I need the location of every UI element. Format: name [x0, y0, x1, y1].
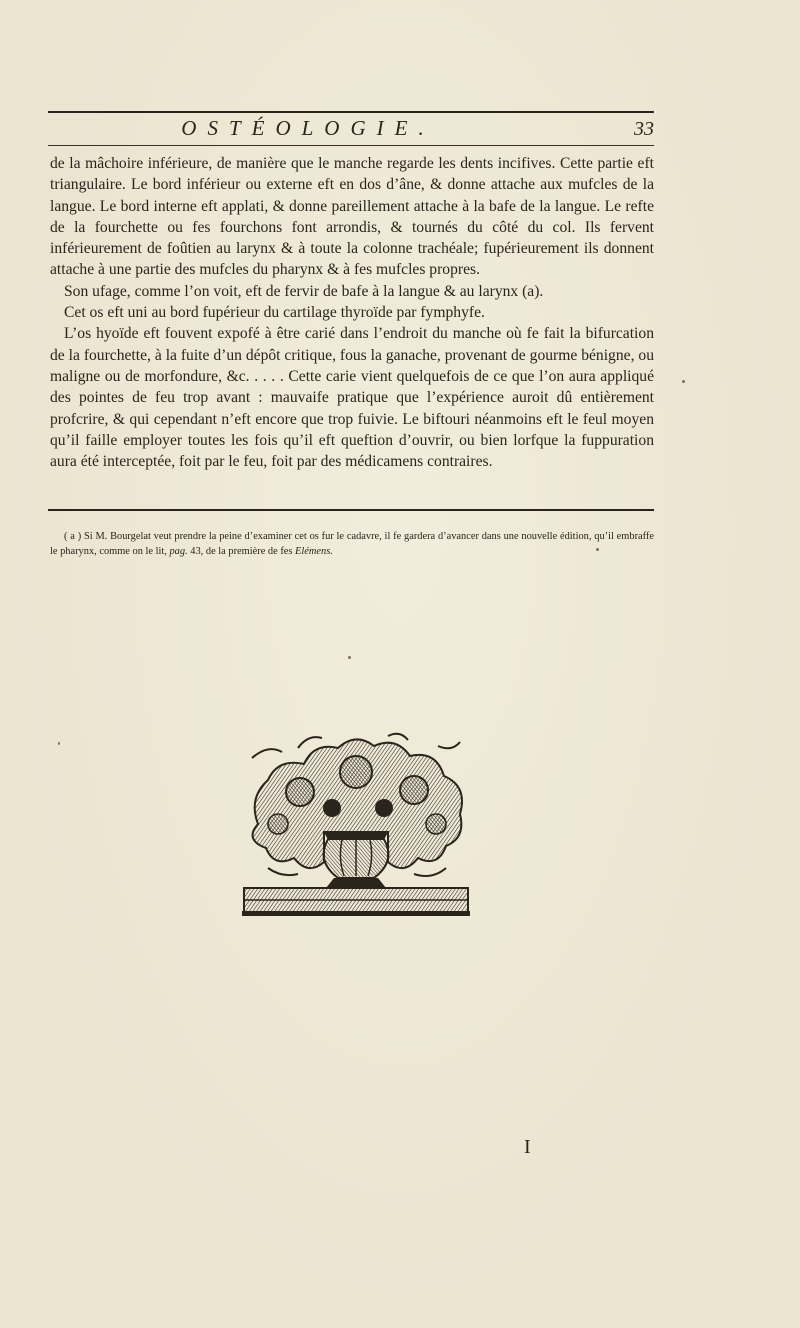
paragraph-1: de la mâchoire inférieure, de manière que le manche regarde les dents incifives. Cette partie eft triangulaire. Le bord inférieur ou externe eft en dos d’âne, & donne attache aux mufcles de la langue. Le bord interne eft applati, & donne pareillement attache à la bafe de la langue. Le refte de la fourchette ou fes fourchons font arrondis, & tournés du côté du col. Ils fervent inférieurement de foûtien au larynx & à toute la colonne trachéale; fupérieurement ils donnent attache à une partie des mufcles du pharynx & à fes mufcles propres.	[50, 155, 654, 279]
paragraph-2: Son ufage, comme l’on voit, eft de fervir de bafe à la langue & au larynx (a).	[64, 282, 544, 300]
footnote-mark: ( a )	[64, 531, 82, 542]
body-text	[50, 153, 654, 472]
running-head	[48, 116, 654, 144]
header-rule-bottom	[48, 145, 654, 146]
flower-vase-vignette-icon	[238, 728, 474, 918]
footnote-work-title: Elémens.	[295, 546, 333, 557]
running-title: OSTÉOLOGIE.	[181, 116, 435, 140]
header-rule-top	[48, 111, 654, 113]
footnote-page-ref: 43,	[190, 546, 204, 557]
footnote-text: Si M. Bourgelat veut prendre la peine d’examiner cet os fur le cadavre, il fe gardera d’avancer dans une nouvelle édition, qu’il embraffe le pharynx, comme on le lit,	[50, 531, 654, 557]
footnote-rule	[48, 509, 654, 511]
signature-mark: I	[524, 1136, 531, 1158]
paper-speck	[596, 548, 599, 551]
paper-speck	[58, 742, 60, 745]
footnote	[50, 529, 654, 559]
footnote-pag: pag.	[169, 546, 188, 557]
paragraph-3: Cet os eft uni au bord fupérieur du cartilage thyroïde par fymphyfe.	[64, 304, 485, 322]
footnote-text-mid: de la première de fes	[205, 546, 293, 557]
page-number: 33	[634, 118, 654, 140]
paper-speck	[348, 656, 351, 659]
paper-speck	[682, 380, 685, 383]
paragraph-4: L’os hyoïde eft fouvent expofé à être carié dans l’endroit du manche où fe fait la bifurcation de la fourchette, à la fuite d’un dépôt critique, fous la ganache, provenant de gourme bénigne, ou maligne ou de morfondure, &c. . . . . Cette carie vient quelquefois de ce que l’on aura appliqué des pointes de feu trop avant : mauvaife pratique que l’expérience auroit dû entièrement profcrire, & qui cependant n’eft encore que trop fuivie. Le biftouri néanmoins eft le feul moyen qu’il faille employer toutes les fois qu’il eft queftion d’ouvrir, ou bien lorfque la fuppuration aura été interceptée, foit par le feu, foit par des médicamens contraires.	[50, 325, 654, 471]
